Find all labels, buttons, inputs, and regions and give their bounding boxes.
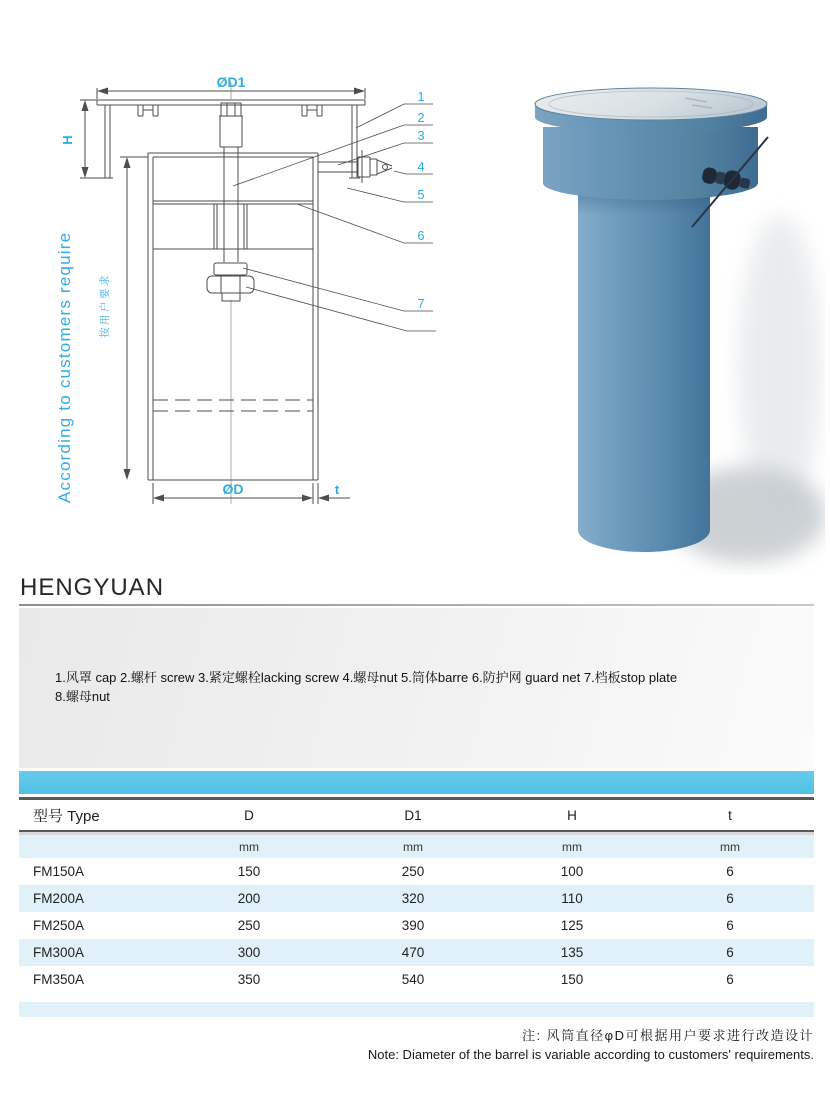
callout-3: 3 <box>417 128 425 143</box>
col-header-t: t <box>728 807 732 823</box>
callout-2: 2 <box>417 110 425 125</box>
col-header-type: 型号 Type <box>33 807 100 825</box>
callout-1: 1 <box>417 89 425 104</box>
table-units-row: mm mm mm mm <box>19 835 814 858</box>
table-row: FM200A 200 320 110 6 <box>19 885 814 912</box>
note-en: Note: Diameter of the barrel is variable according to customers' requirements. <box>367 1047 814 1062</box>
col-header-h: H <box>567 807 577 823</box>
note-zh: 注: 风筒直径φD可根据用户要求进行改造设计 <box>521 1028 814 1043</box>
callout-7: 7 <box>417 296 425 311</box>
brand-title: HENGYUAN <box>20 574 165 601</box>
spec-table <box>19 797 814 1017</box>
photo-barrel <box>578 185 710 552</box>
product-photo <box>480 35 825 575</box>
callout-numbers <box>417 89 424 311</box>
callout-6: 6 <box>417 228 425 243</box>
callout-5: 5 <box>417 187 425 202</box>
table-accent-band <box>19 771 814 794</box>
photo-cap <box>543 127 758 200</box>
table-row: FM150A 150 250 100 6 <box>33 864 734 879</box>
parts-line-2: 8.螺母nut <box>55 689 110 704</box>
table-row: FM250A 250 390 125 6 <box>33 918 734 933</box>
vertical-note-en: According to customers require <box>55 231 74 503</box>
parts-panel <box>19 608 814 768</box>
note-block <box>368 1026 814 1064</box>
dim-d-label: ØD <box>222 481 244 497</box>
dim-h-label: H <box>60 135 75 145</box>
table-row: FM350A 350 540 150 6 <box>33 972 734 987</box>
dim-t-label: t <box>334 482 340 497</box>
col-header-d: D <box>244 807 254 823</box>
table-footer-band <box>19 1002 814 1017</box>
table-header-row <box>19 797 814 832</box>
callout-4: 4 <box>417 159 425 174</box>
table-row: FM300A 300 470 135 6 <box>19 939 814 966</box>
dim-d1-label: ØD1 <box>216 74 246 90</box>
photo-lid <box>535 88 767 120</box>
vertical-note-zh: 按用户要求 <box>99 273 111 338</box>
brand-underline <box>19 604 814 606</box>
col-header-d1: D1 <box>404 807 422 823</box>
parts-line-1: 1.风罩 cap 2.螺杆 screw 3.紧定螺栓lacking screw 4.螺母nut 5.筒体barre 6.防护网 guard net 7.档板stop plate <box>55 670 678 685</box>
technical-drawing <box>0 0 460 560</box>
